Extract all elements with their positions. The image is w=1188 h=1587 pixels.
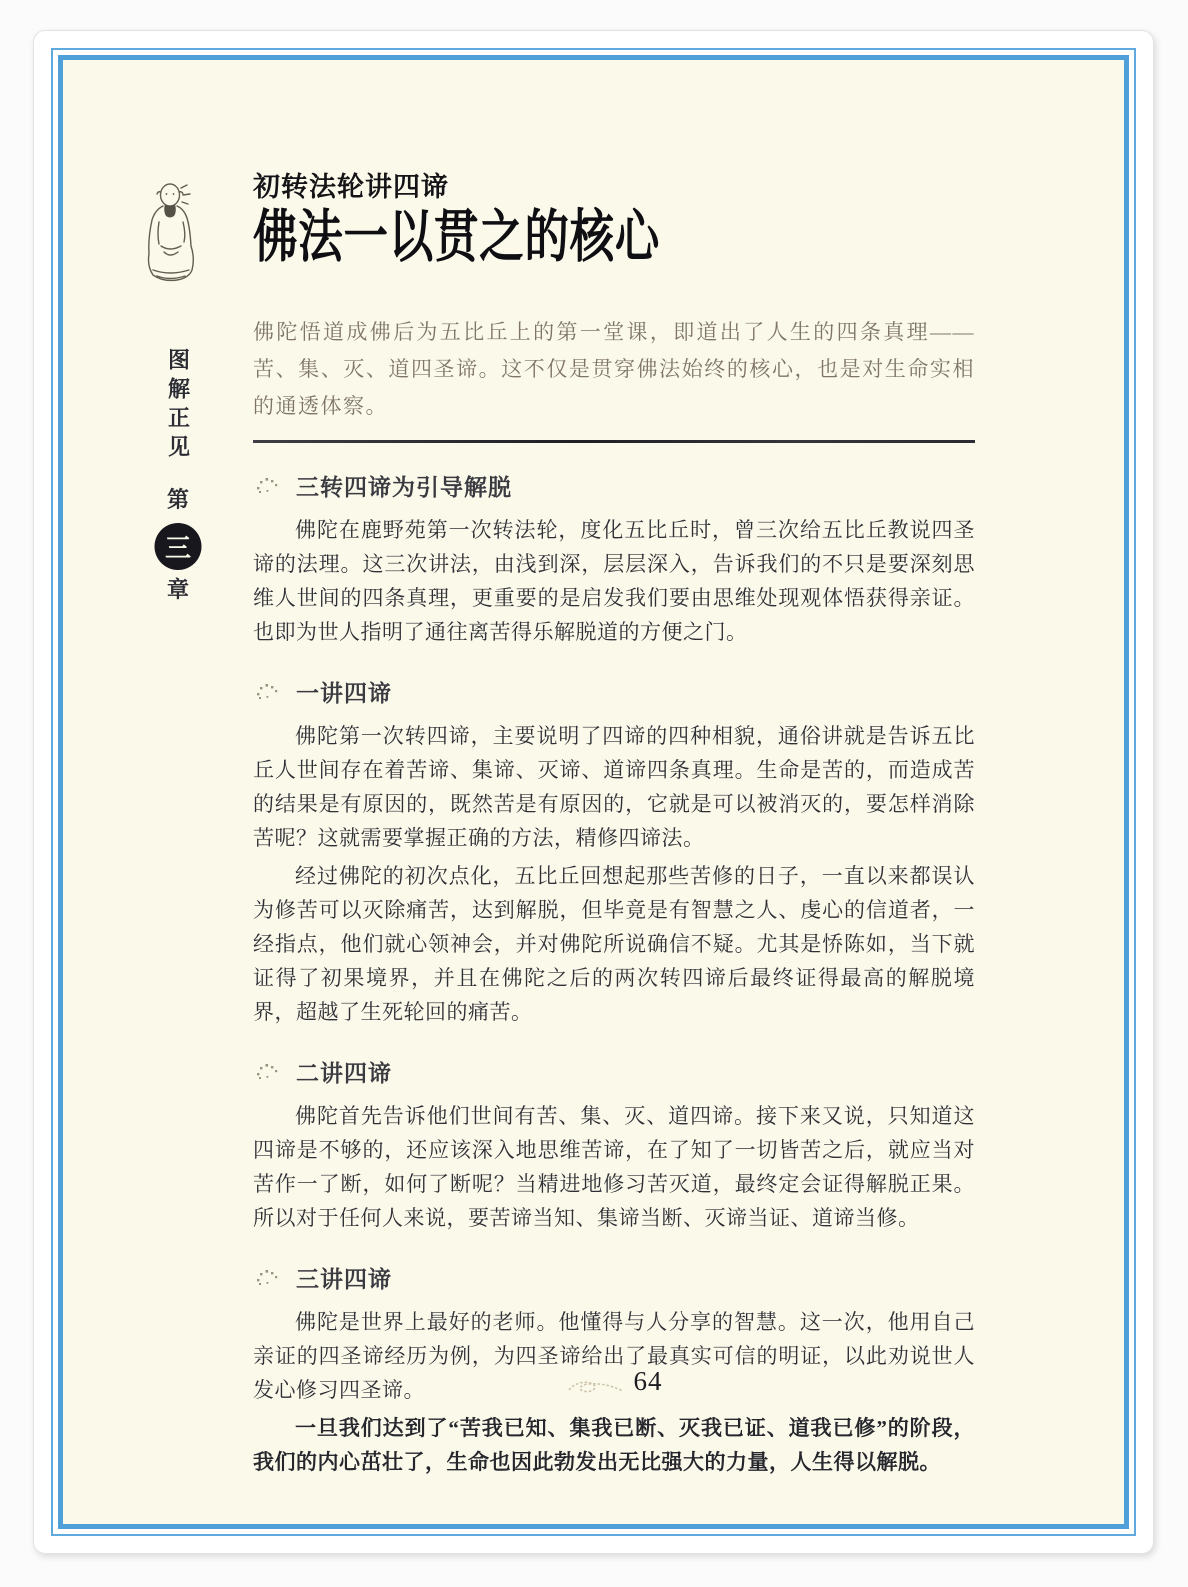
page-footer — [253, 1366, 975, 1397]
lotus-icon — [253, 1266, 283, 1288]
robe-shade — [164, 204, 176, 218]
article-column — [253, 172, 975, 1479]
paragraph: 佛陀第一次转四谛，主要说明了四谛的四种相貌，通俗讲就是告诉五比丘人世间存在着苦谛、集谛、灭谛、道谛四条真理。生命是苦的，而造成苦的结果是有原因的，既然苦是有原因的，它就是可以被消灭的，要怎样消除苦呢？这就需要掌握正确的方法，精修四谛法。 — [253, 723, 975, 850]
chapter-sidebar — [155, 348, 202, 604]
section-heading — [253, 1261, 975, 1294]
paragraph: 佛陀在鹿野苑第一次转法轮，度化五比丘时，曾三次给五比丘教说四圣谛的法理。这三次讲法，由浅到深，层层深入，告诉我们的不只是要深刻思维人世间的四条真理，更重要的是启发我们要由思维处现观体悟获得亲证。也即为世人指明了通往离苦得乐解脱道的方便之门。 — [253, 517, 975, 644]
paragraph: 佛陀是世界上最好的老师。他懂得与人分享的智慧。这一次，他用自己亲证的四圣谛经历为例，为四圣谛给出了最真实可信的明证，以此劝说世人发心修习四圣谛。 — [253, 1309, 975, 1402]
section-heading — [253, 1055, 975, 1088]
kicker-subtitle: 初转法轮讲四谛 — [253, 172, 449, 202]
book-series-title: 图解正见 — [165, 348, 191, 464]
flourish-icon — [566, 1377, 626, 1397]
page-title: 佛法一以贯之的核心 — [253, 205, 661, 270]
divider-rule — [253, 440, 975, 443]
buddha-illustration-icon — [141, 182, 199, 286]
section-title: 二讲四谛 — [296, 1060, 392, 1086]
lotus-icon — [253, 680, 283, 702]
section-heading — [253, 469, 975, 502]
paragraph: 佛陀首先告诉他们世间有苦、集、灭、道四谛。接下来又说，只知道这四谛是不够的，还应该深入地思维苦谛，在了知了一切皆苦之后，就应当对苦作一了断，如何了断呢？当精进地修习苦灭道，最终定会证得解脱正果。所以对于任何人来说，要苦谛当知、集谛当断、灭谛当证、道谛当修。 — [253, 1103, 975, 1230]
page-number: 64 — [633, 1366, 663, 1396]
intro-abstract: 佛陀悟道成佛后为五比丘上的第一堂课，即道出了人生的四条真理——苦、集、灭、道四圣谛。这不仅是贯穿佛法始终的核心，也是对生命实相的通透体察。 — [253, 319, 975, 418]
lotus-icon — [253, 474, 283, 496]
section-title: 三讲四谛 — [296, 1266, 392, 1292]
page-content-area — [58, 55, 1129, 1529]
section-heading — [253, 675, 975, 708]
section-title: 一讲四谛 — [296, 680, 392, 706]
paragraph: 经过佛陀的初次点化，五比丘回想起那些苦修的日子，一直以来都误认为修苦可以灭除痛苦，达到解脱，但毕竟是有智慧之人、虔心的信道者，一经指点，他们就心领神会，并对佛陀所说确信不疑。尤其是㤭陈如，当下就证得了初果境界，并且在佛陀之后的两次转四谛后最终证得最高的解脱境界，超越了生死轮回的痛苦。 — [253, 863, 975, 1024]
lotus-icon — [253, 1060, 283, 1082]
section-title: 三转四谛为引导解脱 — [296, 474, 512, 500]
paragraph-emphasis: 一旦我们达到了“苦我已知、集我已断、灭我已证、道我已修”的阶段，我们的内心茁壮了，生命也因此勃发出无比强大的力量，人生得以解脱。 — [253, 1415, 975, 1474]
book-page — [33, 30, 1154, 1554]
chapter-prefix: 第 — [166, 487, 189, 512]
chapter-number-badge: 三 — [155, 523, 202, 570]
chapter-suffix: 章 — [166, 576, 189, 602]
